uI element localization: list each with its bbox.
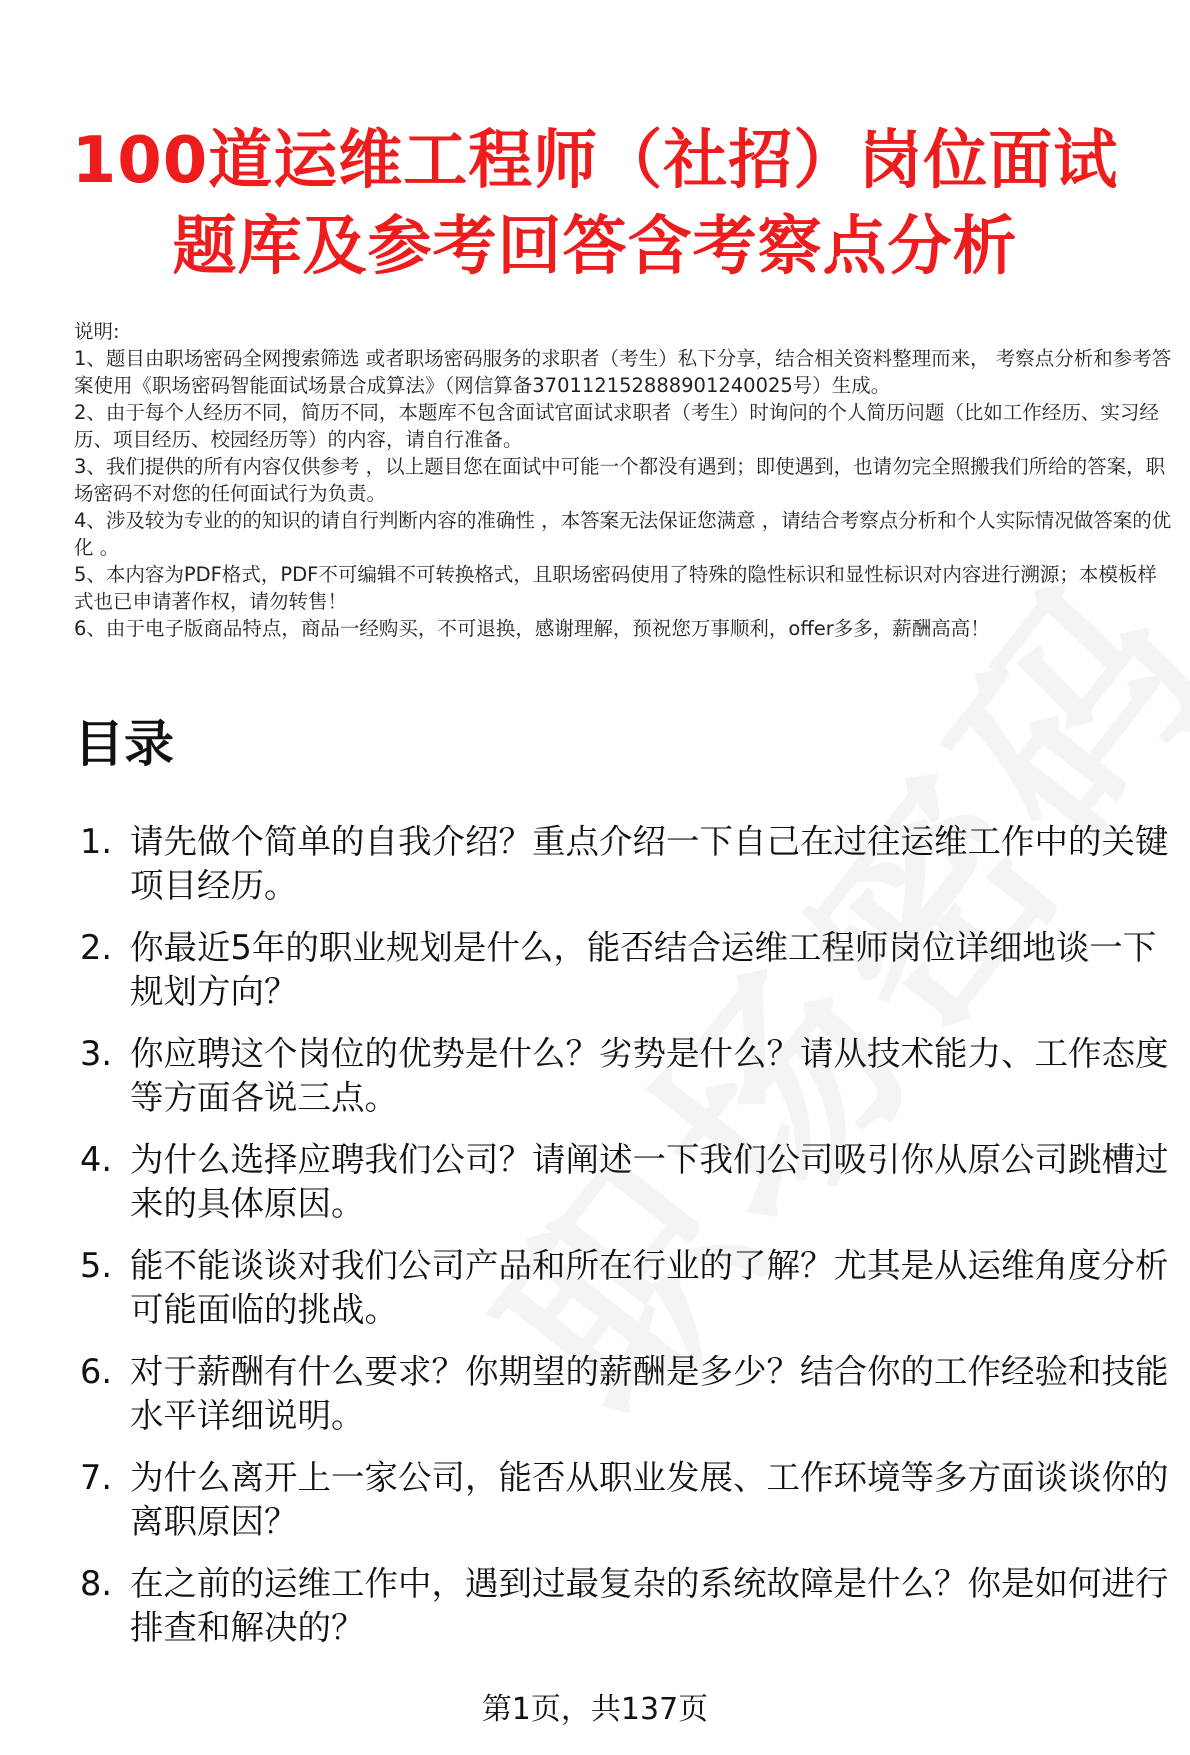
toc-item-text: 为什么选择应聘我们公司？请阐述一下我们公司吸引你从原公司跳槽过来的具体原因。 bbox=[130, 1140, 1169, 1223]
toc-item[interactable] bbox=[80, 1138, 1170, 1226]
title-line-1: 100道运维工程师（社招）岗位面试 bbox=[71, 124, 1119, 198]
note-item: 6、由于电子版商品特点，商品一经购买，不可退换，感谢理解，预祝您万事顺利，offer多多，薪酬高高！ bbox=[74, 617, 990, 640]
toc-item-text: 能不能谈谈对我们公司产品和所在行业的了解？尤其是从运维角度分析可能面临的挑战。 bbox=[130, 1246, 1169, 1329]
toc-item-text: 你最近5年的职业规划是什么，能否结合运维工程师岗位详细地谈一下规划方向？ bbox=[130, 928, 1157, 1011]
notes-heading: 说明: bbox=[74, 320, 120, 343]
note-item: 1、题目由职场密码全网搜索筛选 或者职场密码服务的求职者（考生）私下分享，结合相关资料整理而来， 考察点分析和参考答案使用《职场密码智能面试场景合成算法》（网信算备370112152888901240025号）生成。 bbox=[74, 347, 1172, 397]
note-item: 5、本内容为PDF格式，PDF不可编辑不可转换格式，且职场密码使用了特殊的隐性标识和显性标识对内容进行溯源；本模板样式也已申请著作权，请勿转售！ bbox=[74, 563, 1157, 613]
note-item: 3、我们提供的所有内容仅供参考 ，以上题目您在面试中可能一个都没有遇到；即使遇到，也请勿完全照搬我们所给的答案，职场密码不对您的任何面试行为负责。 bbox=[74, 455, 1166, 505]
toc-item[interactable] bbox=[80, 1244, 1170, 1332]
toc-item-number: 1. bbox=[80, 822, 112, 861]
toc-item-number: 7. bbox=[80, 1458, 112, 1497]
toc-item[interactable] bbox=[80, 1456, 1170, 1544]
toc-heading: 目录 bbox=[74, 715, 174, 773]
toc-item[interactable] bbox=[80, 1032, 1170, 1120]
toc-list bbox=[80, 820, 1170, 1668]
toc-item-number: 8. bbox=[80, 1564, 112, 1603]
notes-section bbox=[74, 318, 1174, 642]
title-line-2: 题库及参考回答含考察点分析 bbox=[172, 210, 1018, 284]
toc-item-text: 对于薪酬有什么要求？你期望的薪酬是多少？结合你的工作经验和技能水平详细说明。 bbox=[130, 1352, 1169, 1435]
toc-item-number: 2. bbox=[80, 928, 112, 967]
toc-item-text: 在之前的运维工作中，遇到过最复杂的系统故障是什么？你是如何进行排查和解决的？ bbox=[130, 1564, 1169, 1647]
note-item: 2、由于每个人经历不同，简历不同，本题库不包含面试官面试求职者（考生）时询问的个人简历问题（比如工作经历、实习经历、项目经历、校园经历等）的内容，请自行准备。 bbox=[74, 401, 1159, 451]
toc-item-number: 3. bbox=[80, 1034, 112, 1073]
toc-item[interactable] bbox=[80, 926, 1170, 1014]
page-number-footer: 第1页，共137页 bbox=[481, 1692, 709, 1727]
note-item: 4、涉及较为专业的的知识的请自行判断内容的准确性 ，本答案无法保证您满意 ，请结合考察点分析和个人实际情况做答案的优化 。 bbox=[74, 509, 1172, 559]
toc-item[interactable] bbox=[80, 1350, 1170, 1438]
toc-item-text: 请先做个简单的自我介绍？重点介绍一下自己在过往运维工作中的关键项目经历。 bbox=[130, 822, 1169, 905]
document-title bbox=[60, 118, 1130, 290]
toc-item-text: 为什么离开上一家公司，能否从职业发展、工作环境等多方面谈谈你的离职原因？ bbox=[130, 1458, 1169, 1541]
toc-item-text: 你应聘这个岗位的优势是什么？劣势是什么？请从技术能力、工作态度等方面各说三点。 bbox=[130, 1034, 1169, 1117]
toc-item-number: 6. bbox=[80, 1352, 112, 1391]
toc-item[interactable] bbox=[80, 820, 1170, 908]
toc-item-number: 5. bbox=[80, 1246, 112, 1285]
toc-item[interactable] bbox=[80, 1562, 1170, 1650]
toc-item-number: 4. bbox=[80, 1140, 112, 1179]
